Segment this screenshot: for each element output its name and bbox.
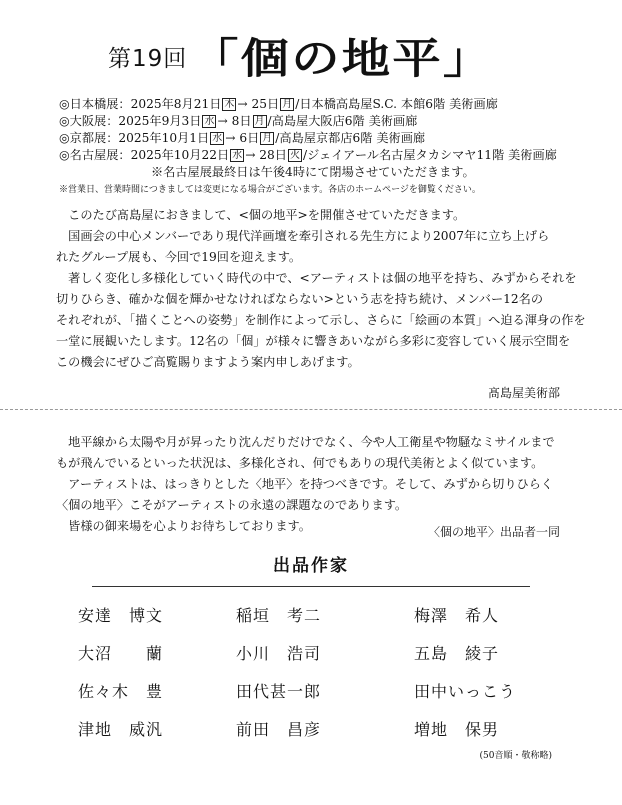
page-title: 「個の地平」 — [190, 34, 494, 83]
paragraph-line: 著しく変化し多様化していく時代の中で、<アーティストは個の地平を持ち、みずからそれを — [56, 271, 577, 285]
artist-name: 稲垣 考二 — [236, 606, 322, 625]
arrow: → — [237, 97, 248, 111]
weekday-badge: 火 — [289, 150, 300, 161]
artist-name: 増地 保男 — [414, 720, 500, 739]
footnote-order: (50音順・敬称略) — [479, 751, 552, 761]
arrow: → — [225, 131, 236, 145]
venue-note: ※名古屋展最終日は午後4時にて閉場させていただきます。 — [151, 165, 475, 179]
venue-row-nihonbashi — [59, 96, 557, 113]
hours-notice: ※営業日、営業時間につきましては変更になる場合がございます。各店のホームページを御覧ください。 — [59, 185, 481, 195]
artists-message — [56, 432, 576, 537]
weekday-badge: 木 — [224, 99, 235, 110]
venue-place: /日本橋高島屋S.C. 本館6階 美術画廊 — [295, 97, 498, 111]
venue-place: /高島屋大阪店6階 美術画廊 — [267, 114, 418, 128]
venue-to: 28日 — [259, 148, 287, 162]
paragraph-line: このたび髙島屋におきまして、<個の地平>を開催させていただきます。 — [56, 208, 466, 222]
paragraph-line: もが飛んでいるといった状況は、多様化され、何でもありの現代美術とよく似ています。 — [56, 456, 544, 470]
venue-to: 25日 — [251, 97, 280, 111]
paragraph-line: この機会にぜひご高覧賜りますよう案内申しあげます。 — [56, 355, 360, 369]
weekday-badge: 水 — [232, 150, 243, 161]
artist-name: 五島 綾子 — [414, 644, 500, 663]
venue-from: 2025年8月21日 — [130, 97, 222, 111]
venue-row-osaka — [59, 113, 557, 130]
artist-name: 津地 威汎 — [78, 720, 164, 739]
arrow: → — [217, 114, 228, 128]
artist-name: 前田 昌彦 — [236, 720, 322, 739]
artist-name: 小川 浩司 — [236, 644, 322, 663]
paragraph-line: 切りひらき、確かな個を輝かせなければならない>という志を持ち続け、メンバー12名の — [56, 292, 544, 306]
paragraph-line: 地平線から太陽や月が昇ったり沈んだりだけでなく、今や人工衛星や物騒なミサイルまで — [56, 435, 555, 449]
venue-from: 2025年10月1日 — [118, 131, 210, 145]
paragraph-line: 国画会の中心メンバーであり現代洋画壇を牽引される先生方により2007年に立ち上げら — [56, 229, 550, 243]
venue-place: /高島屋京都店6階 美術画廊 — [275, 131, 426, 145]
venue-place: /ジェイアール名古屋タカシマヤ11階 美術画廊 — [302, 148, 557, 162]
greeting-paragraph — [56, 205, 586, 373]
venue-label: ◎京都展： — [59, 131, 119, 145]
venue-from: 2025年9月3日 — [118, 114, 202, 128]
weekday-badge: 月 — [254, 116, 265, 127]
artists-heading: 出品作家 — [273, 556, 349, 576]
weekday-badge: 水 — [204, 116, 215, 127]
paragraph-line: 一堂に展観いたします。12名の「個」が様々に響きあいながら多彩に変容していく展示空間を — [56, 334, 571, 348]
paragraph-line: 皆様の御来場を心よりお待ちしております。 — [56, 519, 311, 533]
venue-from: 2025年10月22日 — [130, 148, 230, 162]
signature-takashimaya: 髙島屋美術部 — [487, 386, 560, 400]
artist-name: 佐々木 豊 — [78, 682, 164, 701]
venue-label: ◎大阪展： — [59, 114, 119, 128]
artist-name: 安達 博文 — [78, 606, 164, 625]
artist-name: 梅澤 希人 — [414, 606, 500, 625]
arrow: → — [245, 148, 256, 162]
weekday-badge: 月 — [282, 99, 293, 110]
section-divider — [0, 409, 622, 410]
venue-row-kyoto — [59, 130, 557, 147]
title-prefix: 第19回 — [108, 46, 188, 72]
weekday-badge: 水 — [212, 133, 223, 144]
paragraph-line: アーティストは、はっきりとした〈地平〉を持つべきです。そして、みずから切りひらく — [56, 477, 554, 491]
venue-row-nagoya — [59, 147, 557, 164]
artists-underline — [92, 586, 530, 587]
paragraph-line: 〈個の地平〉こそがアーティストの永遠の課題なのであります。 — [56, 498, 408, 512]
venue-label: ◎名古屋展： — [59, 148, 131, 162]
artist-name: 大沼 蘭 — [78, 644, 164, 663]
venue-label: ◎日本橋展： — [59, 97, 131, 111]
paragraph-line: れたグループ展も、今回で19回を迎えます。 — [56, 250, 302, 264]
artist-name: 田中いっこう — [414, 682, 517, 701]
venue-schedule — [59, 96, 557, 181]
paragraph-line: それぞれが、「描くことへの姿勢」を制作によって示し、さらに「絵画の本質」へ迫る渾身の作を — [56, 313, 586, 327]
artist-name: 田代甚一郎 — [236, 682, 322, 701]
venue-to: 8日 — [231, 114, 252, 128]
signature-exhibitors: 〈個の地平〉出品者一同 — [427, 525, 560, 539]
weekday-badge: 月 — [262, 133, 273, 144]
venue-to: 6日 — [239, 131, 260, 145]
